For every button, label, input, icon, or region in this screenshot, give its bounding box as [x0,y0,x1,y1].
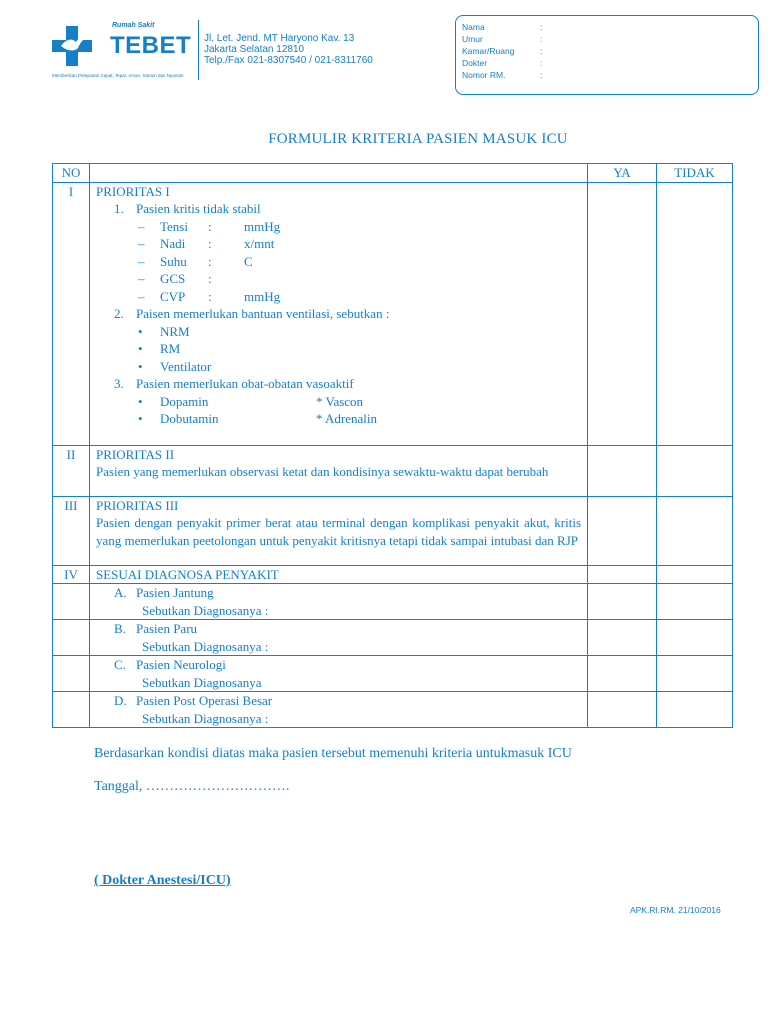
diagnosa-cell [90,620,588,656]
ya-checkbox-cell[interactable] [588,620,657,656]
header-ya: YA [588,164,657,183]
hospital-cross-icon [52,26,92,66]
logo-name: TEBET [110,32,192,59]
list-item: 3. Pasien memerlukan obat-obatan vasoaktif [114,376,354,391]
table-row-prioritas-3 [53,496,733,565]
tidak-checkbox-cell[interactable] [657,445,733,496]
list-item: 1. Pasien kritis tidak stabil [114,201,261,216]
tidak-checkbox-cell[interactable] [657,182,733,445]
patient-info-box: Nama : Umur : Kamar/Ruang : Dokter : Nomor RM. : [455,15,759,95]
diagnosa-item: D. Pasien Post Operasi Besar [114,693,273,708]
row-number [53,584,90,620]
tidak-checkbox-cell[interactable] [657,692,733,728]
vital-row: – GCS : [138,271,212,286]
ya-checkbox-cell[interactable] [588,565,657,584]
form-title: FORMULIR KRITERIA PASIEN MASUK ICU [268,131,568,147]
table-row-prioritas-1 [53,182,733,445]
drug-row: • Dobutamin * Adrenalin [138,411,378,426]
hospital-address [204,33,373,66]
table-row-diagnosa [53,656,733,692]
ya-checkbox-cell[interactable] [588,584,657,620]
prioritas-1-title: PRIORITAS I [96,183,170,199]
logo-tagline: Memberikan Pelayanan Cepat, Tepat, Aman, Santun dan Nyaman [52,73,184,78]
diagnosa-title: SESUAI DIAGNOSA PENYAKIT [96,566,279,582]
prioritas-3-content [90,496,588,565]
diagnosa-sub: Sebutkan Diagnosanya : [142,638,269,654]
header-desc [90,164,588,183]
prioritas-1-content [90,182,588,445]
address-line: Jl. Let. Jend. MT Haryono Kav. 13 [204,33,355,44]
tidak-checkbox-cell[interactable] [657,496,733,565]
vent-option: • RM [138,341,181,356]
row-number: III [53,496,90,565]
document-code: APK.RI.RM. 21/10/2016 [630,905,721,915]
criteria-table [52,163,733,728]
address-line: Jakarta Selatan 12810 [204,44,305,55]
table-row-diagnosa [53,692,733,728]
table-row-diagnosa-header [53,565,733,584]
ya-checkbox-cell[interactable] [588,182,657,445]
diagnosa-cell [90,656,588,692]
row-number [53,620,90,656]
address-line: Telp./Fax 021-8307540 / 021-8311760 [204,55,373,66]
diagnosa-item: B. Pasien Paru [114,621,198,636]
row-number: II [53,445,90,496]
prioritas-2-content [90,445,588,496]
header-no: NO [53,164,90,183]
tidak-checkbox-cell[interactable] [657,565,733,584]
prioritas-3-text: Pasien dengan penyakit primer berat atau terminal dengan komplikasi penyakit akut, kritis yang memerlukan peetolongan untuk penyakit kritisnya tetapi tidak sampai intubasi dan RJP [96,515,581,548]
prioritas-2-text: Pasien yang memerlukan observasi ketat dan kondisinya sewaktu-waktu dapat berubah [96,464,549,479]
vital-row: – Nadi : x/mnt [138,236,275,251]
diagnosa-sub: Sebutkan Diagnosanya [142,674,262,690]
list-item: 2. Paisen memerlukan bantuan ventilasi, sebutkan : [114,306,390,321]
tidak-checkbox-cell[interactable] [657,656,733,692]
ya-checkbox-cell[interactable] [588,445,657,496]
ya-checkbox-cell[interactable] [588,656,657,692]
row-number [53,656,90,692]
diagnosa-item: C. Pasien Neurologi [114,657,226,672]
diagnosa-title-cell [90,565,588,584]
drug-row: • Dopamin * Vascon [138,393,364,409]
prioritas-3-title: PRIORITAS III [96,497,179,513]
prioritas-2-title: PRIORITAS II [96,446,175,462]
table-row-diagnosa [53,584,733,620]
diagnosa-sub: Sebutkan Diagnosanya : [142,710,269,726]
row-number: I [53,182,90,445]
header-divider [198,20,199,80]
hospital-logo [52,22,198,80]
header-tidak: TIDAK [657,164,733,183]
table-row-prioritas-2 [53,445,733,496]
table-header-row [53,164,733,183]
tidak-checkbox-cell[interactable] [657,584,733,620]
tidak-checkbox-cell[interactable] [657,620,733,656]
vital-row: – Tensi : mmHg [138,218,281,234]
row-number [53,692,90,728]
vent-option: • Ventilator [138,358,212,374]
ya-checkbox-cell[interactable] [588,496,657,565]
row-number: IV [53,565,90,584]
logo-small-text: Rumah Sakit [112,22,155,29]
diagnosa-item: A. Pasien Jantung [114,585,214,600]
vital-row: – Suhu : C [138,253,253,269]
ya-checkbox-cell[interactable] [588,692,657,728]
date-field[interactable]: Tanggal, …………………………. [94,779,290,794]
diagnosa-cell [90,584,588,620]
signature-line: ( Dokter Anestesi/ICU) [94,873,231,888]
vent-option: • NRM [138,323,190,339]
eligibility-statement: Berdasarkan kondisi diatas maka pasien tersebut memenuhi kriteria untukmasuk ICU [94,746,572,761]
table-row-diagnosa [53,620,733,656]
diagnosa-sub: Sebutkan Diagnosanya : [142,602,269,618]
diagnosa-cell [90,692,588,728]
vital-row: – CVP : mmHg [138,288,281,304]
